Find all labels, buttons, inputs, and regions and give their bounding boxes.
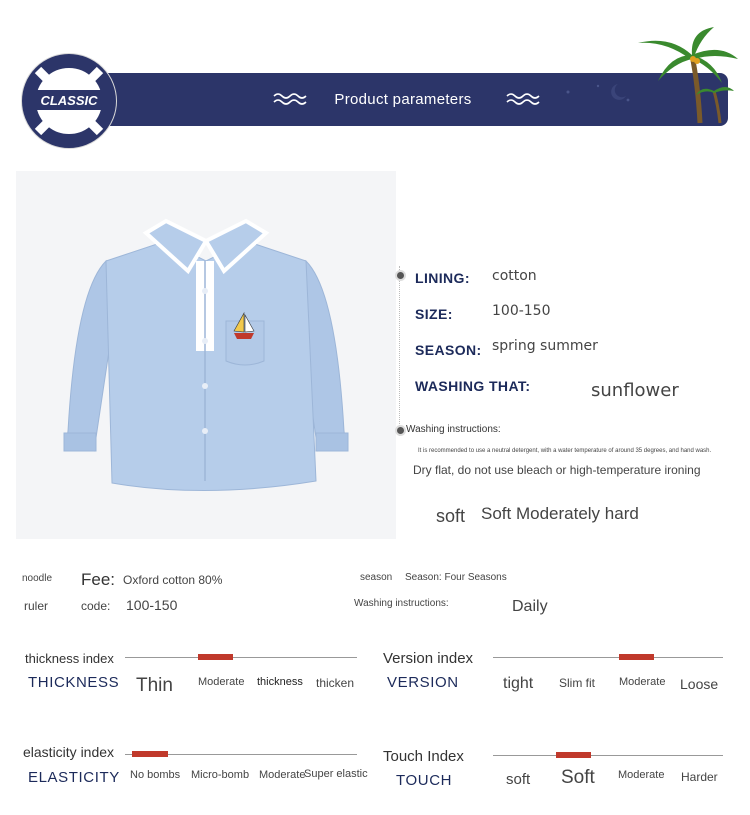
washing-small-value: Daily xyxy=(512,598,548,615)
wave-left-icon xyxy=(273,90,307,108)
washing-detail: It is recommended to use a neutral detergent, with a water temperature of around 35 degrees, and hand wash. xyxy=(418,448,712,454)
thickness-marker xyxy=(198,654,233,660)
touch-track xyxy=(493,755,723,756)
svg-text:CLASSIC: CLASSIC xyxy=(40,93,98,108)
dotted-divider xyxy=(399,266,401,436)
thickness-option-2: Moderate xyxy=(198,676,245,688)
svg-text:★: ★ xyxy=(65,76,73,85)
version-option-3: Moderate xyxy=(619,676,666,688)
ruler-label: ruler xyxy=(24,599,49,613)
touch-index-title: Touch Index xyxy=(383,748,464,765)
version-marker xyxy=(619,654,654,660)
version-index-title: Version index xyxy=(383,650,474,667)
touch-marker xyxy=(556,752,591,758)
washing-value: sunflower xyxy=(591,380,679,401)
lining-label: LINING: xyxy=(415,270,470,286)
bullet-dot-icon xyxy=(395,425,406,436)
version-option-1: tight xyxy=(503,675,534,692)
product-photo xyxy=(16,171,396,539)
palm-tree-icon xyxy=(630,25,740,125)
version-index-upper: VERSION xyxy=(387,674,459,691)
washing-small-label: Washing instructions: xyxy=(354,598,449,609)
elasticity-option-1: No bombs xyxy=(130,769,181,781)
thickness-track xyxy=(125,657,357,658)
version-option-2: Slim fit xyxy=(559,676,595,690)
version-option-4: Loose xyxy=(680,676,719,692)
shirt-image xyxy=(16,171,396,539)
touch-option-4: Harder xyxy=(681,770,718,784)
wave-right-icon xyxy=(506,90,540,108)
elasticity-index-upper: ELASTICITY xyxy=(28,769,120,786)
thickness-option-1: Thin xyxy=(136,675,173,696)
touch-option-2: Soft xyxy=(561,767,595,788)
season-label: SEASON: xyxy=(415,342,482,358)
washing-label: WASHING THAT: xyxy=(415,378,531,394)
thickness-index-upper: THICKNESS xyxy=(28,674,120,691)
elasticity-marker xyxy=(132,751,168,757)
elasticity-option-4: Super elastic xyxy=(304,768,368,780)
season-value: spring summer xyxy=(492,338,598,354)
thickness-index-title: thickness index xyxy=(25,651,114,666)
elasticity-option-2: Micro-bomb xyxy=(191,769,250,781)
thickness-option-3: thickness xyxy=(257,676,303,688)
svg-text:★: ★ xyxy=(54,79,62,88)
version-track xyxy=(493,657,723,658)
fee-label: Fee: xyxy=(81,570,116,589)
svg-text:★: ★ xyxy=(76,79,84,88)
touch-option-1: soft xyxy=(506,771,531,788)
code-label: code: xyxy=(81,599,111,613)
soft-label: soft xyxy=(436,506,466,526)
lining-value: cotton xyxy=(492,268,537,284)
touch-index-upper: TOUCH xyxy=(396,772,453,789)
washing-instructions-title: Washing instructions: xyxy=(406,424,501,435)
season-small-label: season xyxy=(360,572,393,583)
classic-badge-logo xyxy=(18,50,120,152)
touch-option-3: Moderate xyxy=(618,769,665,781)
soft-moderately-hard: Soft Moderately hard xyxy=(481,504,639,523)
elasticity-index-title: elasticity index xyxy=(23,744,115,760)
size-value: 100-150 xyxy=(492,303,551,319)
thickness-option-4: thicken xyxy=(316,676,355,690)
noodle-label: noodle xyxy=(22,573,53,584)
header-title: Product parameters xyxy=(334,91,472,108)
season-small-value: Season: Four Seasons xyxy=(405,572,507,583)
dry-note: Dry flat, do not use bleach or high-temperature ironing xyxy=(413,463,701,477)
bullet-dot-icon xyxy=(395,270,406,281)
size-label: SIZE: xyxy=(415,306,453,322)
elasticity-option-3: Moderate xyxy=(259,769,306,781)
fee-value: Oxford cotton 80% xyxy=(123,573,223,587)
code-value: 100-150 xyxy=(126,597,178,613)
